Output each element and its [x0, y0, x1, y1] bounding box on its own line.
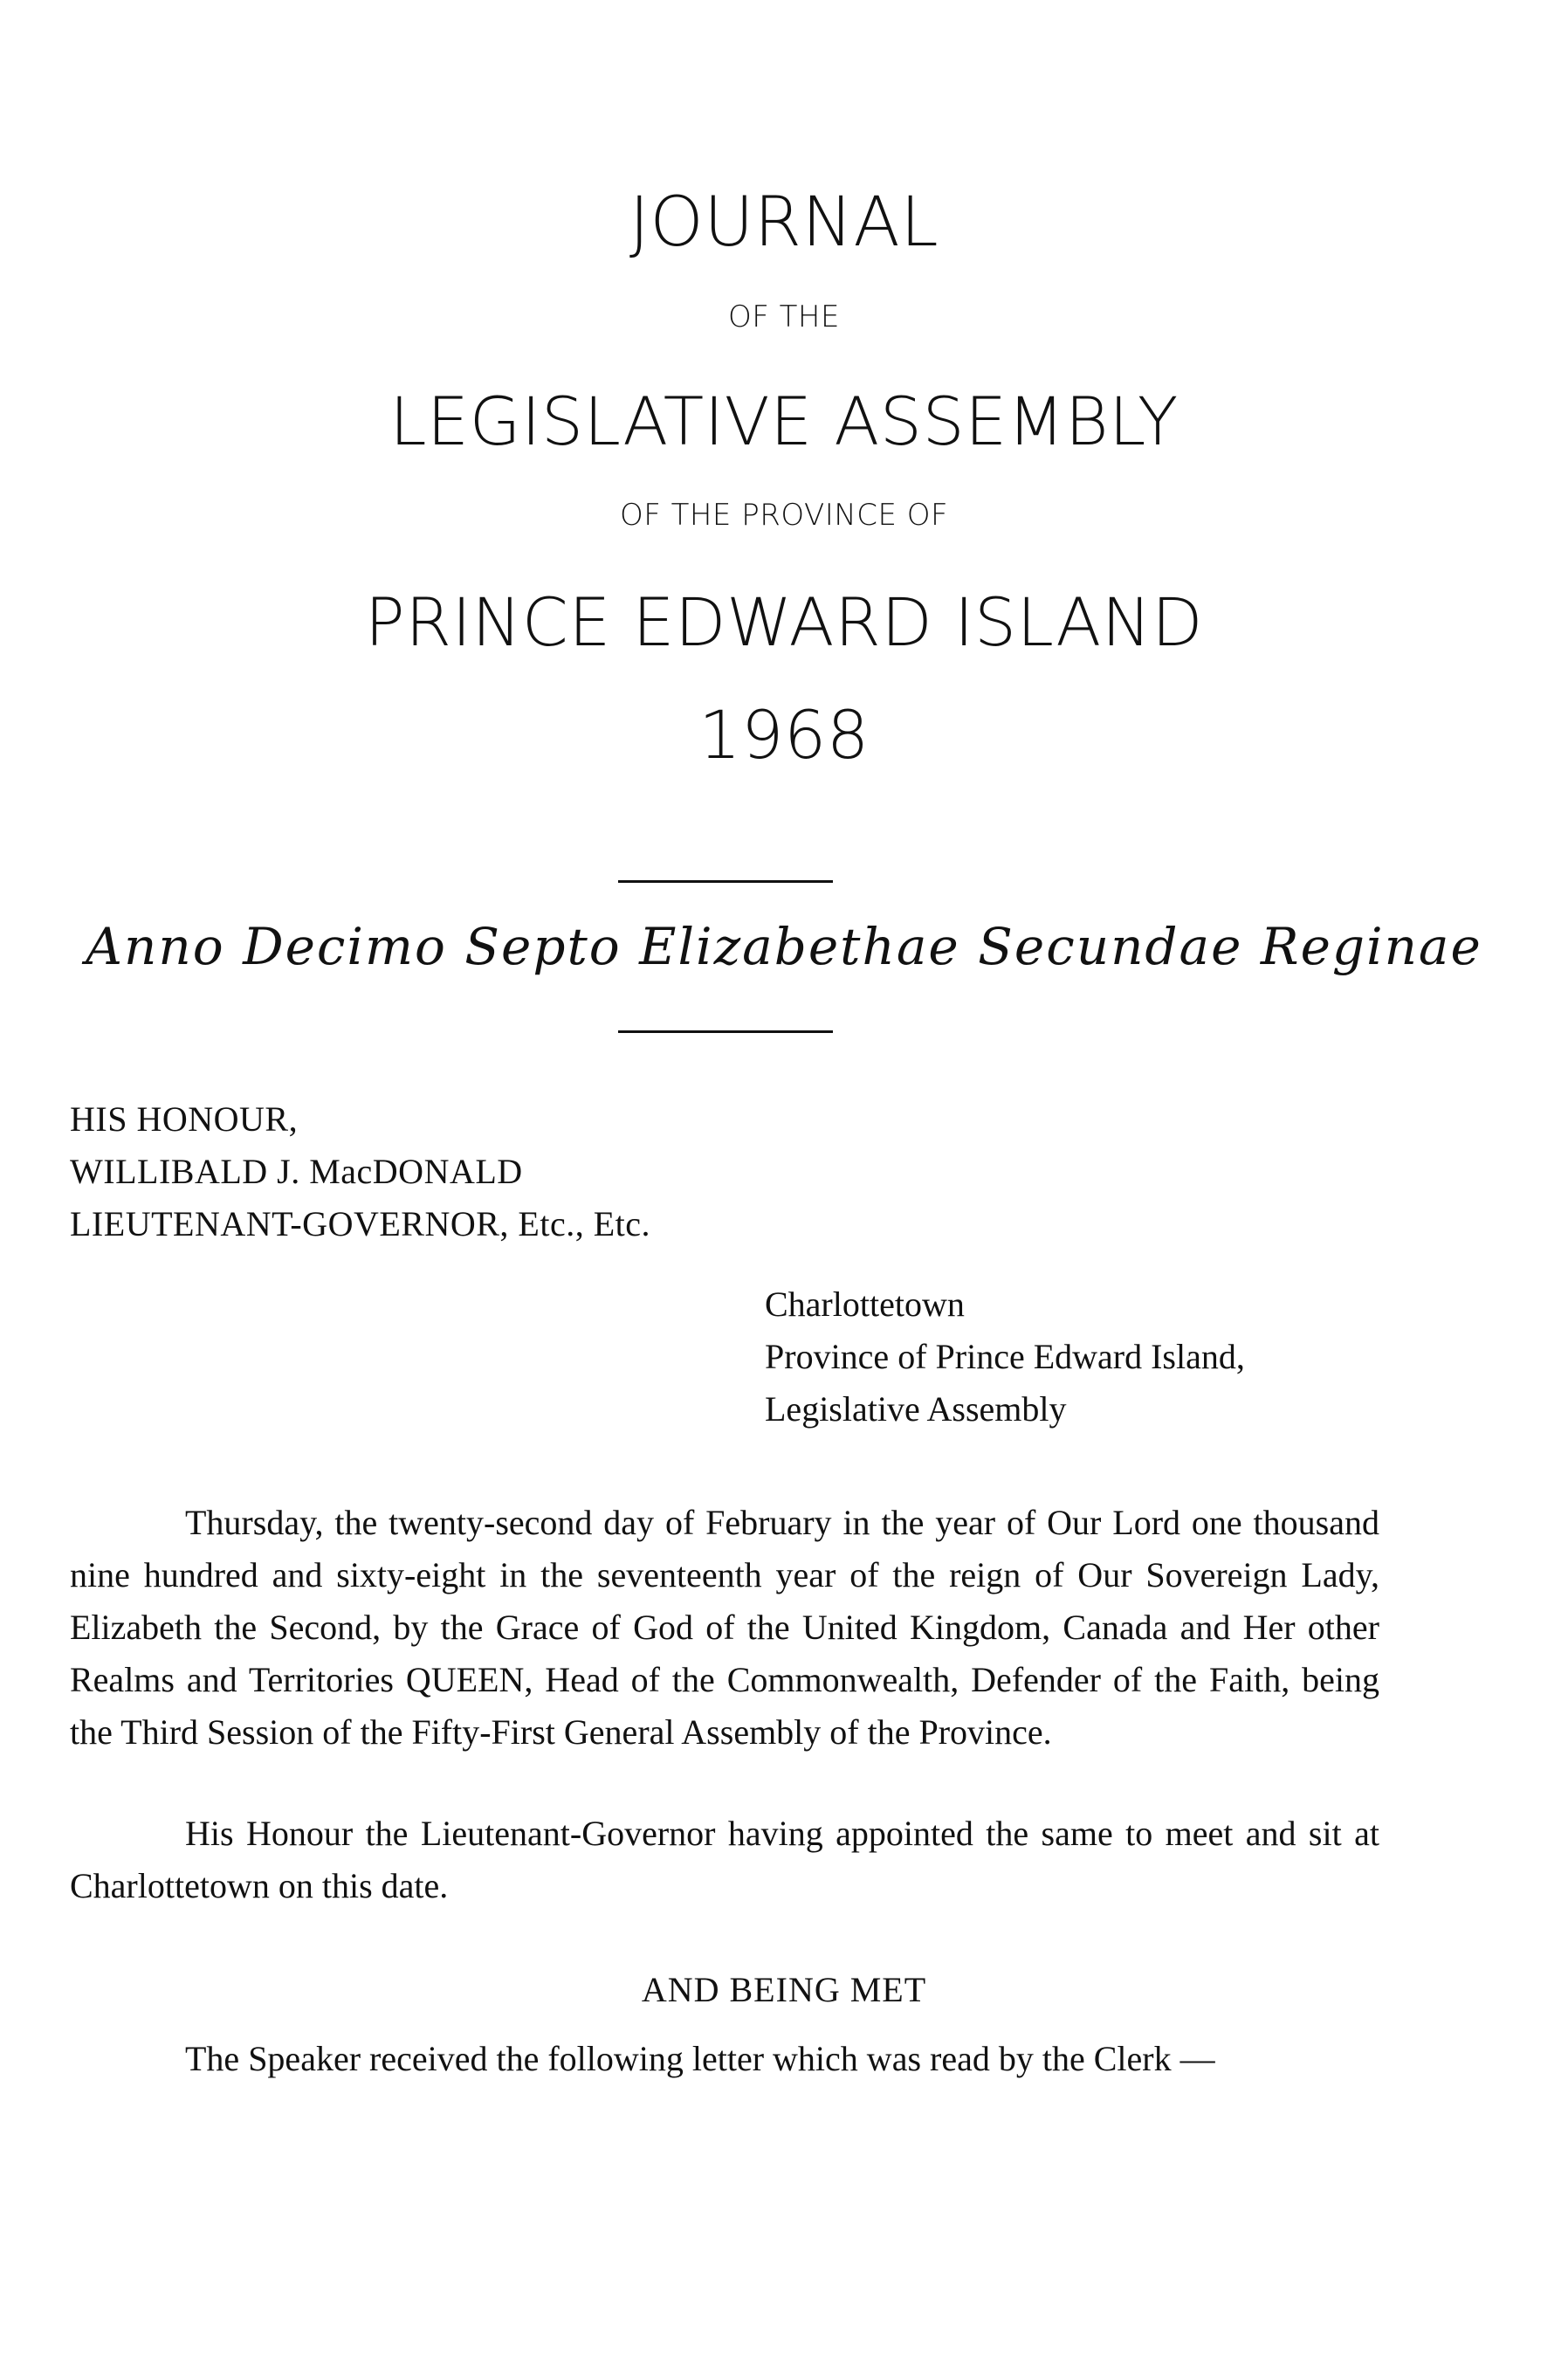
journal-title: JOURNAL [629, 183, 939, 262]
address-province: Province of Prince Edward Island, [765, 1337, 1245, 1376]
address-city: Charlottetown [765, 1284, 965, 1324]
year-title: 1968 [698, 696, 870, 774]
honour-office: LIEUTENANT-GOVERNOR, Etc., Etc. [70, 1204, 651, 1243]
honour-block [70, 1093, 650, 1250]
top-divider [618, 880, 833, 883]
speaker-paragraph: The Speaker received the following letter which was read by the Clerk — [185, 2039, 1215, 2078]
address-block [765, 1278, 1245, 1436]
latin-regnal-title: Anno Decimo Septo Elizabethae Secundae Reginae [86, 917, 1482, 976]
honour-name: WILLIBALD J. MacDONALD [70, 1152, 523, 1191]
bottom-divider [618, 1030, 833, 1033]
honour-line: HIS HONOUR, [70, 1099, 299, 1139]
province-subtitle: OF THE PROVINCE OF [619, 498, 949, 533]
assembly-title: LEGISLATIVE ASSEMBLY [389, 382, 1179, 460]
appointment-paragraph: His Honour the Lieutenant-Governor having appointed the same to meet and sit at Charlottetown on this date. [70, 1814, 1379, 1905]
address-assembly: Legislative Assembly [765, 1389, 1067, 1429]
session-paragraph: Thursday, the twenty-second day of February in the year of Our Lord one thousand nine hundred and sixty-eight in the seventeenth year of the reign of Our Sovereign Lady, Elizabeth the Second, by the Grace of God of the United Kingdom, Canada and Her other Realms and Territories QUEEN, Head of the Commonwealth, Defender of the Faith, being the Third Session of the Fifty-First General Assembly of the Province. [70, 1503, 1379, 1752]
province-title: PRINCE EDWARD ISLAND [364, 583, 1204, 661]
being-met-heading: AND BEING MET [641, 1970, 927, 2009]
of-the-subtitle: OF THE [728, 300, 840, 334]
